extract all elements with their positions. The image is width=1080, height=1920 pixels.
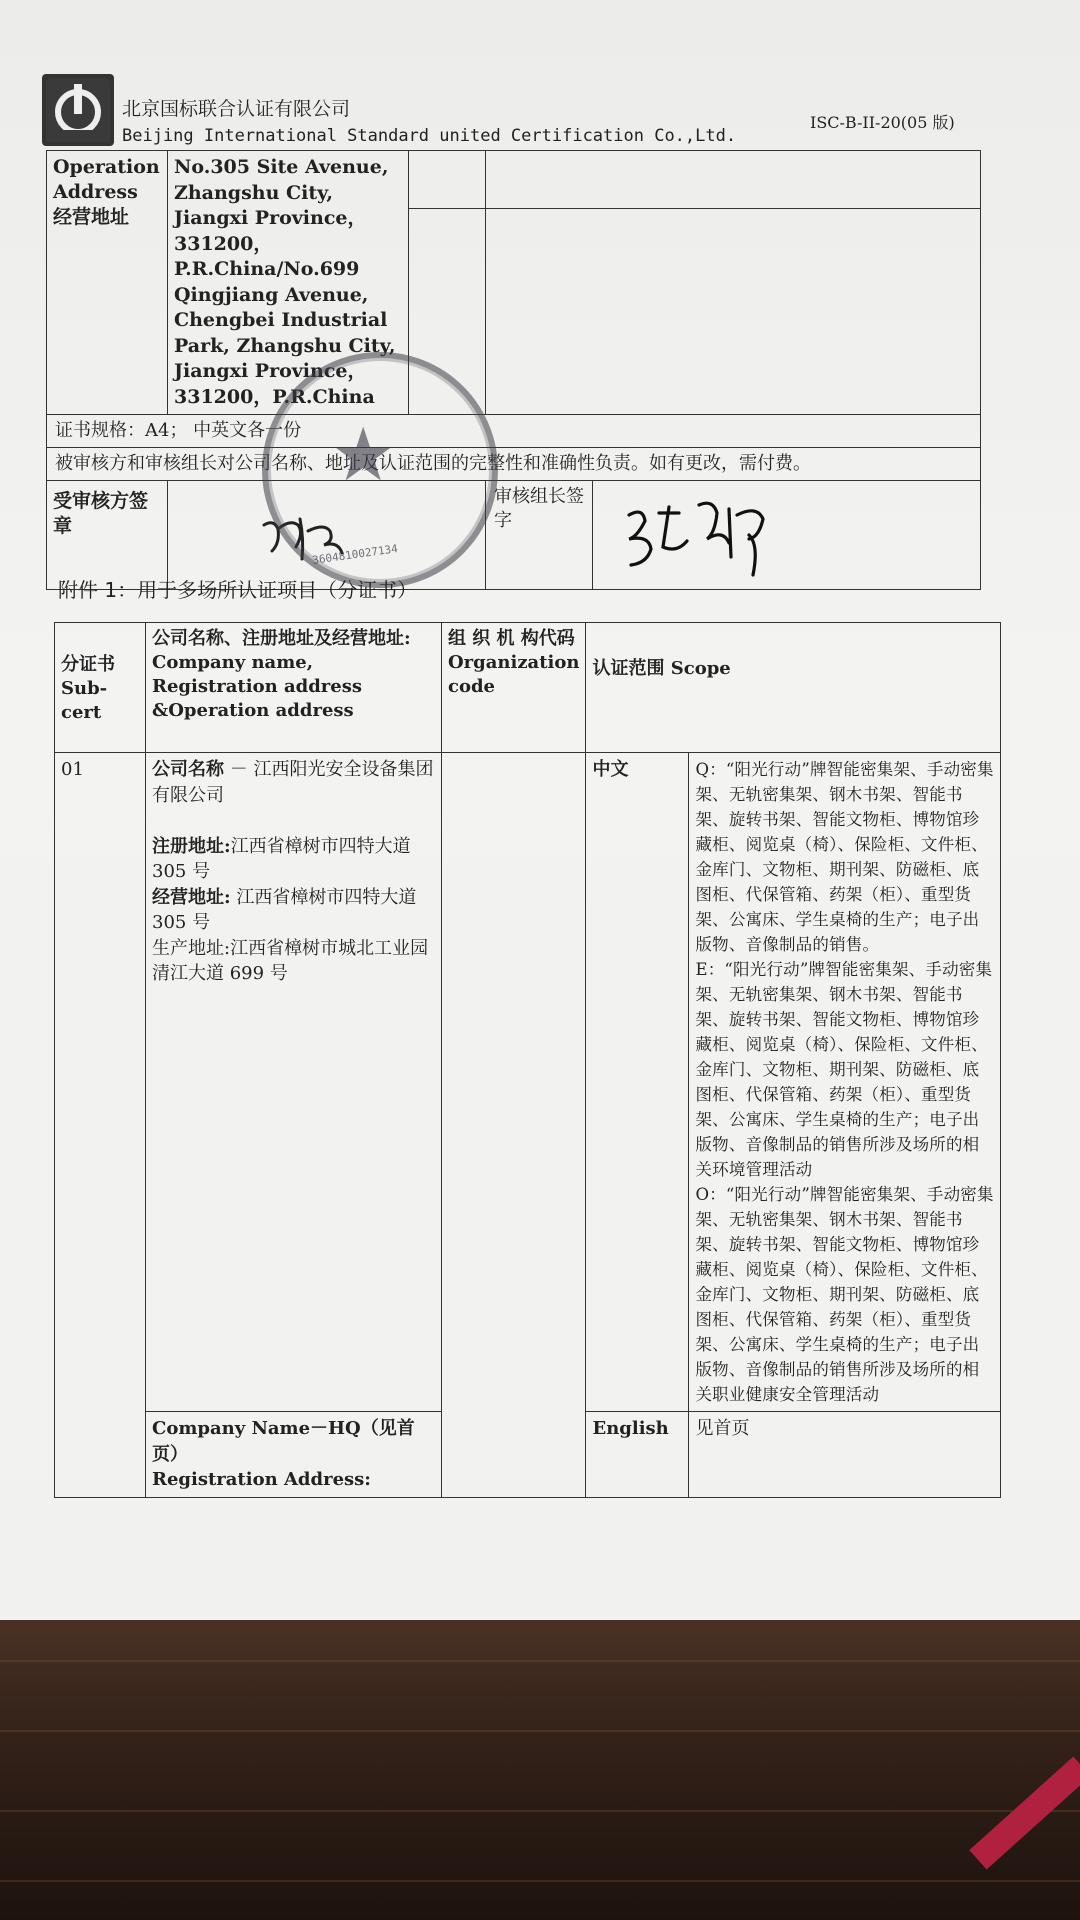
header-company-cn: 公司名称、注册地址及经营地址:	[152, 628, 411, 649]
leader-signature	[593, 481, 981, 589]
company-name-label: 公司名称	[152, 759, 224, 780]
reg-address-value: 江西省樟树市四特大道 305 号	[152, 835, 411, 882]
operation-address-table	[46, 150, 981, 590]
leader-sign-label: 审核组长签字	[486, 481, 593, 589]
scope-e: E：“阳光行动”牌智能密集架、手动密集架、无轨密集架、钢木书架、智能书架、旋转书架、智能文物柜、博物馆珍藏柜、阅览桌（椅）、保险柜、文件柜、金库门、文物柜、期刊架、防磁柜、底图柜、代保管箱、药架（柜）、重型货架、公寓床、学生桌椅的生产；电子出版物、音像制品的销售所涉及场所的相关环境管理活动	[695, 960, 993, 1179]
leader-sign-cell	[486, 481, 981, 590]
reg-address-label: 注册地址:	[152, 835, 231, 857]
seal-star-icon: ★	[330, 412, 397, 498]
seal-number: 3604810027134	[311, 542, 399, 567]
cert-spec-row: 证书规格：A4； 中英文各一份	[47, 415, 981, 448]
org-code-cell	[442, 753, 586, 1498]
document-code: ISC-B-II-20(05 版)	[810, 113, 955, 132]
blank-cell	[409, 151, 486, 209]
header-subcert: 分证书 Sub-cert	[55, 623, 146, 753]
op-address-label: 经营地址:	[152, 886, 231, 908]
scope-cn	[689, 753, 1001, 1412]
sub-certificate-table	[54, 622, 1001, 1498]
responsibility-row: 被审核方和审核组长对公司名称、地址及认证范围的完整性和准确性负责。如有更改，需付费。	[47, 448, 981, 481]
header-company-en: Company name, Registration address &Operation address	[152, 652, 362, 721]
company-details	[146, 753, 442, 1412]
scope-q: Q：“阳光行动”牌智能密集架、手动密集架、无轨密集架、钢木书架、智能书架、旋转书架、智能文物柜、博物馆珍藏柜、阅览桌（椅）、保险柜、文件柜、金库门、文物柜、期刊架、防磁柜、底图柜、代保管箱、药架（柜）、重型货架、公寓床、学生桌椅的生产；电子出版物、音像制品的销售。	[695, 760, 994, 954]
lang-cn-label: 中文	[586, 753, 689, 1412]
blank-cell	[486, 208, 981, 414]
subcert-number: 01	[55, 753, 146, 1498]
prod-address-label: 生产地址:	[152, 937, 231, 959]
prod-address-value: 江西省樟树市城北工业园清江大道 699 号	[152, 937, 429, 984]
company-en-details	[146, 1412, 442, 1498]
isc-logo-icon	[42, 74, 114, 146]
scope-o: O：“阳光行动”牌智能密集架、手动密集架、无轨密集架、钢木书架、智能书架、旋转书架、智能文物柜、博物馆珍藏柜、阅览桌（椅）、保险柜、文件柜、金库门、文物柜、期刊架、防磁柜、底图柜、代保管箱、药架（柜）、重型货架、公寓床、学生桌椅的生产；电子出版物、音像制品的销售所涉及场所的相关职业健康安全管理活动	[695, 1185, 994, 1404]
header-org-code: 组 织 机 构代码 Organization code	[442, 623, 586, 753]
company-name-en: Beijing International Standard united Certification Co.,Ltd.	[122, 126, 737, 146]
op-address-value: 江西省樟树市四特大道 305 号	[152, 886, 417, 933]
wooden-desk	[0, 1620, 1080, 1920]
blank-cell	[486, 151, 981, 209]
header-company	[146, 623, 442, 753]
scope-en: 见首页	[689, 1412, 1001, 1498]
company-name-cn: 北京国标联合认证有限公司	[122, 98, 351, 120]
lang-en-label: English	[586, 1412, 689, 1498]
operation-address-label: Operation Address 经营地址	[47, 151, 168, 415]
header-scope: 认证范围 Scope	[586, 623, 1001, 753]
attachment-title: 附件 1：用于多场所认证项目（分证书）	[58, 578, 418, 602]
auditee-sign-label: 受审核方签章	[47, 481, 168, 590]
company-name-value: － 江西阳光安全设备集团有限公司	[152, 759, 434, 806]
operation-address-value: No.305 Site Avenue, Zhangshu City, Jiangxi Province，331200，P.R.China/No.699 Qingjiang Avenue, Chengbei Industrial Park, Zhangshu City, Jiangxi Province，331200，P.R.China	[168, 151, 409, 415]
en-reg-address: Registration Address:	[152, 1469, 371, 1490]
en-company-name: Company Name－HQ（见首页）	[152, 1418, 415, 1465]
